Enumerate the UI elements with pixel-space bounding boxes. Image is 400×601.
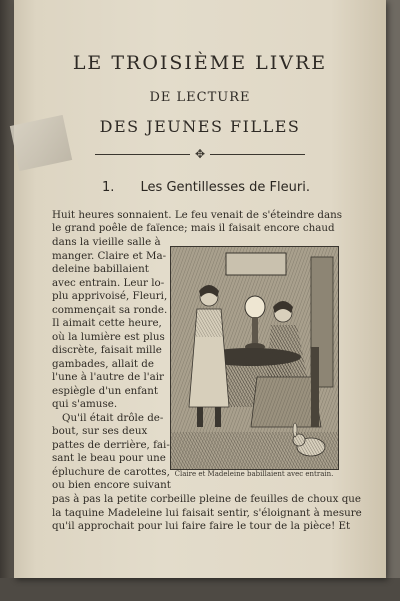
rule-left bbox=[95, 154, 190, 155]
body-line: qui s'amuse. bbox=[52, 398, 118, 410]
book-subtitle-2: DES JEUNES FILLES bbox=[99, 117, 301, 136]
body-line: gambades, allait de bbox=[52, 358, 154, 370]
body-line: l'une à l'autre de l'air bbox=[52, 371, 164, 383]
body-line: pas à pas la petite corbeille pleine de feuilles de choux que bbox=[52, 493, 362, 505]
body-line: Huit heures sonnaient. Le feu venait de s'éteindre dans bbox=[52, 209, 343, 221]
body-line: le grand poêle de faïence; mais il faisait encore chaud bbox=[52, 222, 335, 234]
body-line: épluchure de carottes, bbox=[52, 466, 170, 478]
rule-right bbox=[210, 154, 305, 155]
body-line: commençait sa ronde. bbox=[52, 304, 168, 316]
body-line: où la lumière est plus bbox=[52, 331, 165, 343]
body-line: avec entrain. Leur lo- bbox=[52, 277, 165, 289]
book-title: LE TROISIÈME LIVRE bbox=[72, 52, 328, 74]
body-line: Il aimait cette heure, bbox=[52, 317, 162, 329]
bottom-shadow bbox=[0, 578, 400, 601]
body-line: pattes de derrière, fai- bbox=[52, 439, 170, 451]
body-line: sant le beau pour une bbox=[52, 452, 166, 464]
chapter-title: Les Gentillesses de Fleuri. bbox=[140, 180, 310, 195]
chapter-number: 1. bbox=[102, 180, 115, 195]
body-line: ou bien encore suivant bbox=[52, 479, 171, 491]
body-line: espiègle d'un enfant bbox=[52, 385, 159, 397]
book-subtitle: DE LECTURE bbox=[149, 90, 251, 105]
body-line: discrète, faisait mille bbox=[52, 344, 162, 356]
ornament-icon: ✥ bbox=[194, 147, 206, 161]
body-line: dans la vieille salle à bbox=[52, 236, 161, 248]
body-line: qu'il approchait pour lui faire faire le tour de la pièce! Et bbox=[52, 520, 351, 532]
engraving-picture bbox=[171, 247, 338, 469]
body-line: plu apprivoisé, Fleuri, bbox=[52, 290, 168, 302]
body-line: deleine babillaient bbox=[52, 263, 149, 275]
figure-caption: Claire et Madeleine babillaient avec entrain. bbox=[174, 470, 334, 478]
body-line: manger. Claire et Ma- bbox=[52, 250, 167, 262]
illustration bbox=[170, 246, 339, 470]
body-line: Qu'il était drôle de- bbox=[62, 412, 164, 424]
chapter-heading bbox=[102, 180, 310, 195]
body-line: la taquine Madeleine lui faisait sentir, s'éloignant à mesure bbox=[52, 507, 362, 519]
body-line: bout, sur ses deux bbox=[52, 425, 148, 437]
